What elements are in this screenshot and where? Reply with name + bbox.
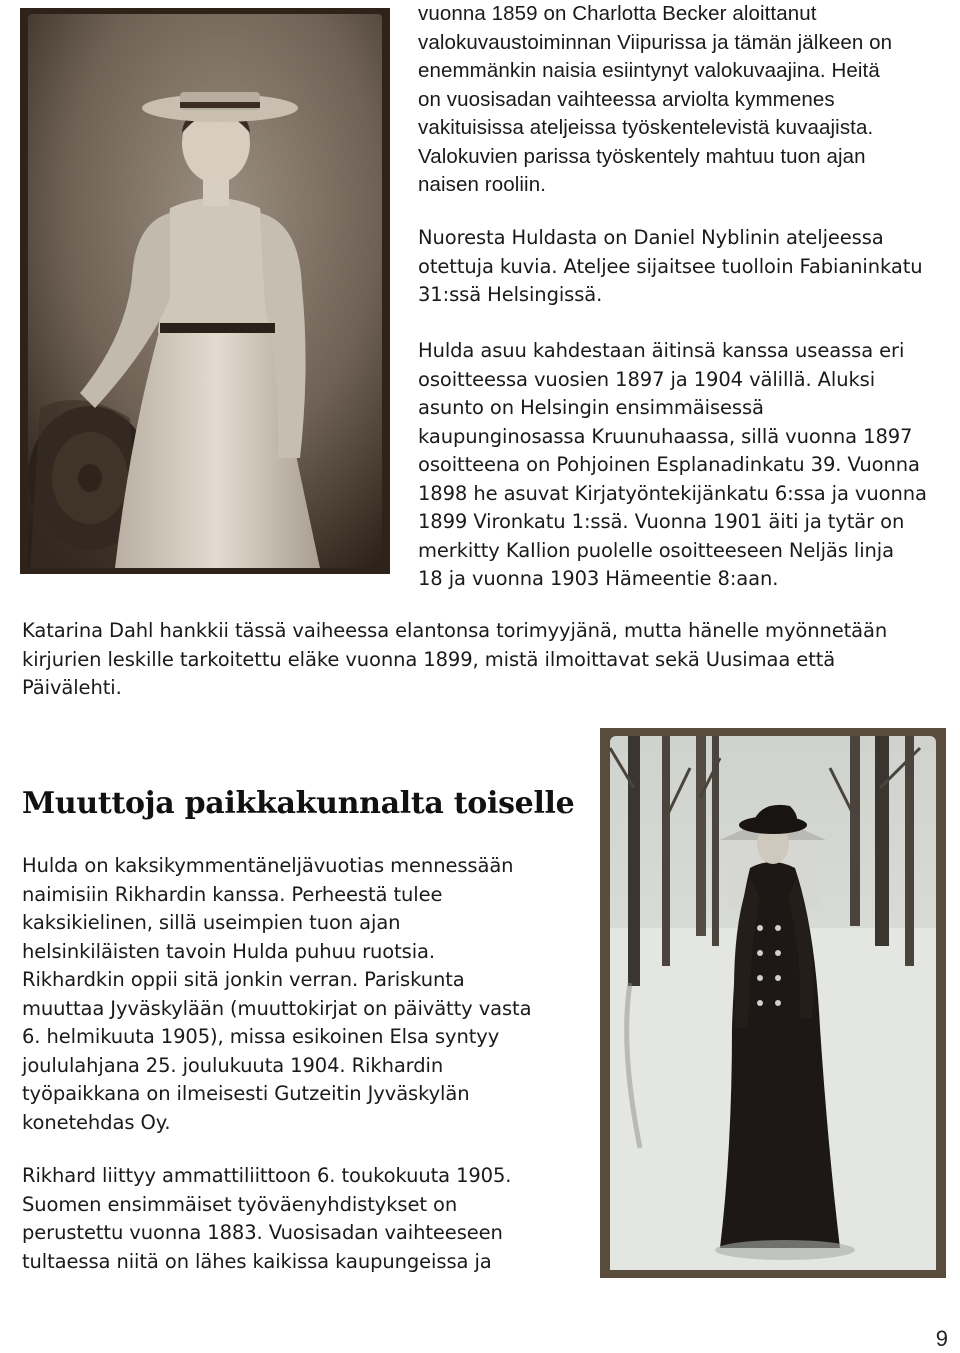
text-line: kirjurien leskille tarkoitettu eläke vuonna 1899, mistä ilmoittavat sekä Uusimaa että xyxy=(22,647,836,671)
winter-photo-image xyxy=(600,728,946,1278)
text-line: enemmänkin naisia esiintynyt valokuvaajina. Heitä xyxy=(418,59,880,82)
paragraph-marriage-move xyxy=(22,852,531,1137)
text-line: kaksikielinen, sillä useimpien tuon ajan xyxy=(22,911,401,934)
paragraph-trade-union xyxy=(22,1162,511,1276)
section-heading: Muuttoja paikkakunnalta toiselle xyxy=(22,786,575,821)
text-line: 18 ja vuonna 1903 Hämeentie 8:aan. xyxy=(418,567,779,590)
text-line: otettuja kuvia. Ateljee sijaitsee tuolloin Fabianinkatu xyxy=(418,254,923,278)
text-line: konetehdas Oy. xyxy=(22,1110,171,1134)
text-line: Hulda asuu kahdestaan äitinsä kanssa useassa eri xyxy=(418,339,905,362)
portrait-photo-image xyxy=(20,8,390,574)
text-line: Päivälehti. xyxy=(22,676,122,699)
text-line: Rikhard liittyy ammattiliittoon 6. toukokuuta 1905. xyxy=(22,1164,512,1187)
text-line: vuonna 1859 on Charlotta Becker aloittanut xyxy=(418,2,817,25)
text-line: naisen rooliin. xyxy=(418,173,546,196)
text-line: valokuvaustoiminnan Viipurissa ja tämän jälkeen on xyxy=(418,30,893,54)
text-line: asunto on Helsingin ensimmäisessä xyxy=(418,396,764,419)
text-line: helsinkiläisten tavoin Hulda puhuu ruotsia. xyxy=(22,939,435,963)
text-line: Valokuvien parissa työskentely mahtuu tuon ajan xyxy=(418,144,866,168)
text-line: Nuoresta Huldasta on Daniel Nyblinin ateljeessa xyxy=(418,226,884,249)
text-line: naimisiin Rikhardin kanssa. Perheestä tulee xyxy=(22,882,443,906)
text-line: on vuosisadan vaihteessa arviolta kymmenes xyxy=(418,87,835,111)
text-line: Rikhardkin oppii sitä jonkin verran. Pariskunta xyxy=(22,968,465,991)
paragraph-katarina-dahl xyxy=(22,617,887,703)
portrait-photo-hulda xyxy=(20,8,390,574)
paragraph-addresses xyxy=(418,337,927,594)
text-line: Suomen ensimmäiset työväenyhdistykset on xyxy=(22,1192,458,1216)
intro-paragraph-photographers xyxy=(418,0,892,200)
text-line: muuttaa Jyväskylään (muuttokirjat on päivätty vasta xyxy=(22,996,532,1020)
text-line: 31:ssä Helsingissä. xyxy=(418,283,603,306)
page-number: 9 xyxy=(935,1326,948,1351)
text-line: perustettu vuonna 1883. Vuosisadan vaihteeseen xyxy=(22,1221,503,1244)
text-line: merkitty KaIlion puolelle osoitteeseen Neljäs linja xyxy=(418,538,894,562)
text-line: osoitteessa vuosien 1897 ja 1904 välillä. Aluksi xyxy=(418,367,876,391)
text-line: Hulda on kaksikymmentäneljävuotias mennessään xyxy=(22,854,514,877)
text-line: joululahjana 25. joulukuuta 1904. Rikhardin xyxy=(22,1053,444,1077)
text-line: kaupunginosassa Kruunuhaassa, sillä vuonna 1897 xyxy=(418,424,913,448)
text-line: 1898 he asuvat Kirjatyöntekijänkatu 6:ssa ja vuonna xyxy=(418,481,927,505)
text-line: osoitteena on Pohjoinen Esplanadinkatu 39. Vuonna xyxy=(418,453,920,476)
text-line: 6. helmikuuta 1905), missa esikoinen Elsa syntyy xyxy=(22,1025,500,1048)
text-line: 1899 Vironkatu 1:ssä. Vuonna 1901 äiti ja tytär on xyxy=(418,510,905,533)
text-line: vakituisissa ateljeissa työskentelevistä kuvaajista. xyxy=(418,116,874,139)
winter-photo-hulda xyxy=(600,728,946,1278)
paragraph-nyblin-atelier xyxy=(418,224,923,310)
text-line: tultaessa niitä on lähes kaikissa kaupungeissa ja xyxy=(22,1249,492,1273)
text-line: työpaikkana on ilmeisesti Gutzeitin Jyväskylän xyxy=(22,1082,470,1105)
text-line: Katarina Dahl hankkii tässä vaiheessa elantonsa torimyyjänä, mutta hänelle myönnetään xyxy=(22,619,888,642)
